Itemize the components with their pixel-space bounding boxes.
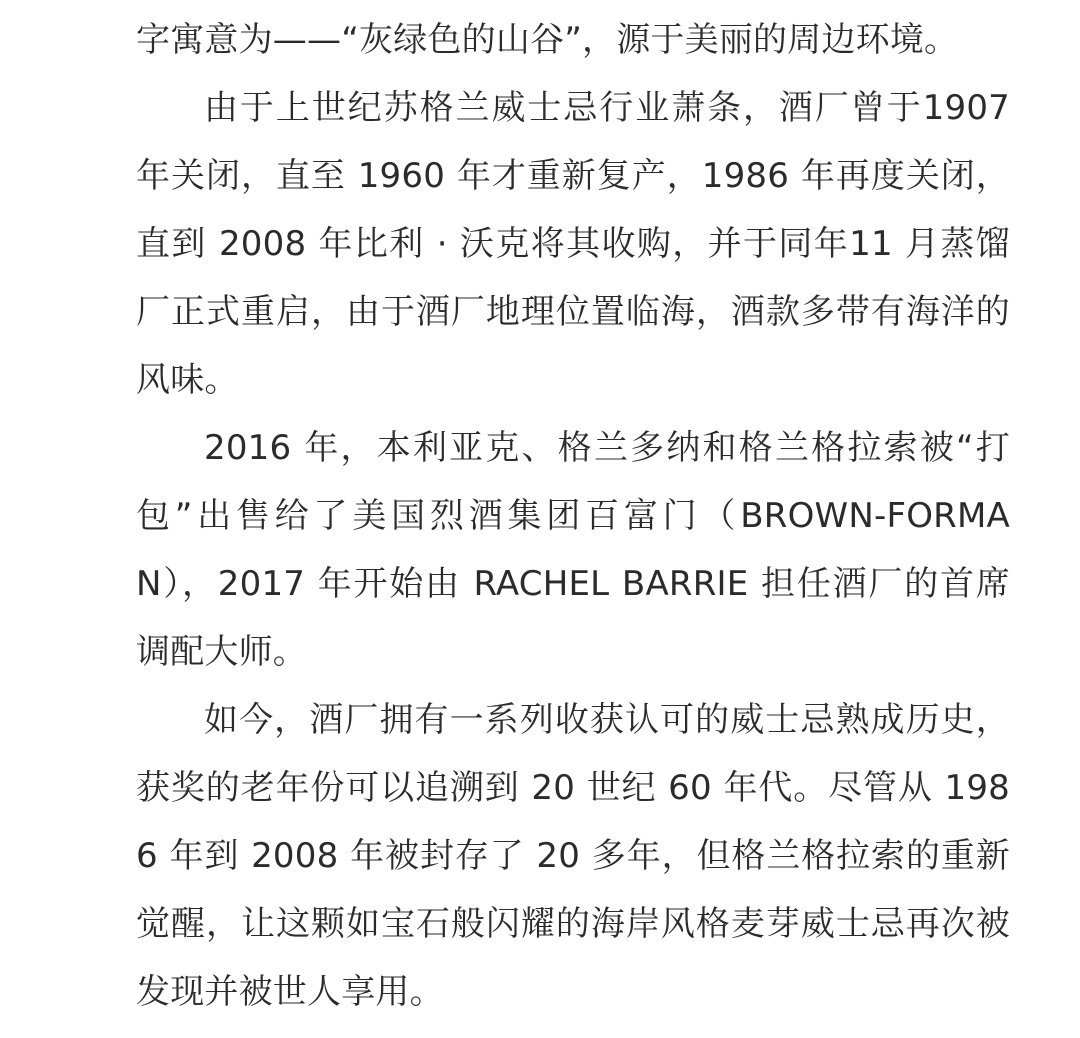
paragraph-acquisition: 2016 年，本利亚克、格兰多纳和格兰格拉索被“打包”出售给了美国烈酒集团百富门（BROWN-FORMAN），2017 年开始由 RACHEL BARRIE 担任酒厂的首席调配大师。	[136, 428, 1010, 672]
paragraph-today: 如今，酒厂拥有一系列收获认可的威士忌熟成历史，获奖的老年份可以追溯到 20 世纪 60 年代。尽管从 1986 年到 2008 年被封存了 20 多年，但格兰格拉索的重新觉醒，让这颗如宝石般闪耀的海岸风格麦芽威士忌再次被发现并被世人享用。	[136, 700, 1010, 1012]
paragraph-closures-history: 由于上世纪苏格兰威士忌行业萧条，酒厂曾于1907 年关闭，直至 1960 年才重新复产，1986 年再度关闭，直到 2008 年比利 · 沃克将其收购，并于同年11 月蒸馏厂正式重启，由于酒厂地理位置临海，酒款多带有海洋的风味。	[136, 88, 1010, 400]
paragraph-name-meaning: 字寓意为——“灰绿色的山谷”，源于美丽的周边环境。	[136, 20, 959, 60]
article-body	[136, 6, 1010, 1026]
